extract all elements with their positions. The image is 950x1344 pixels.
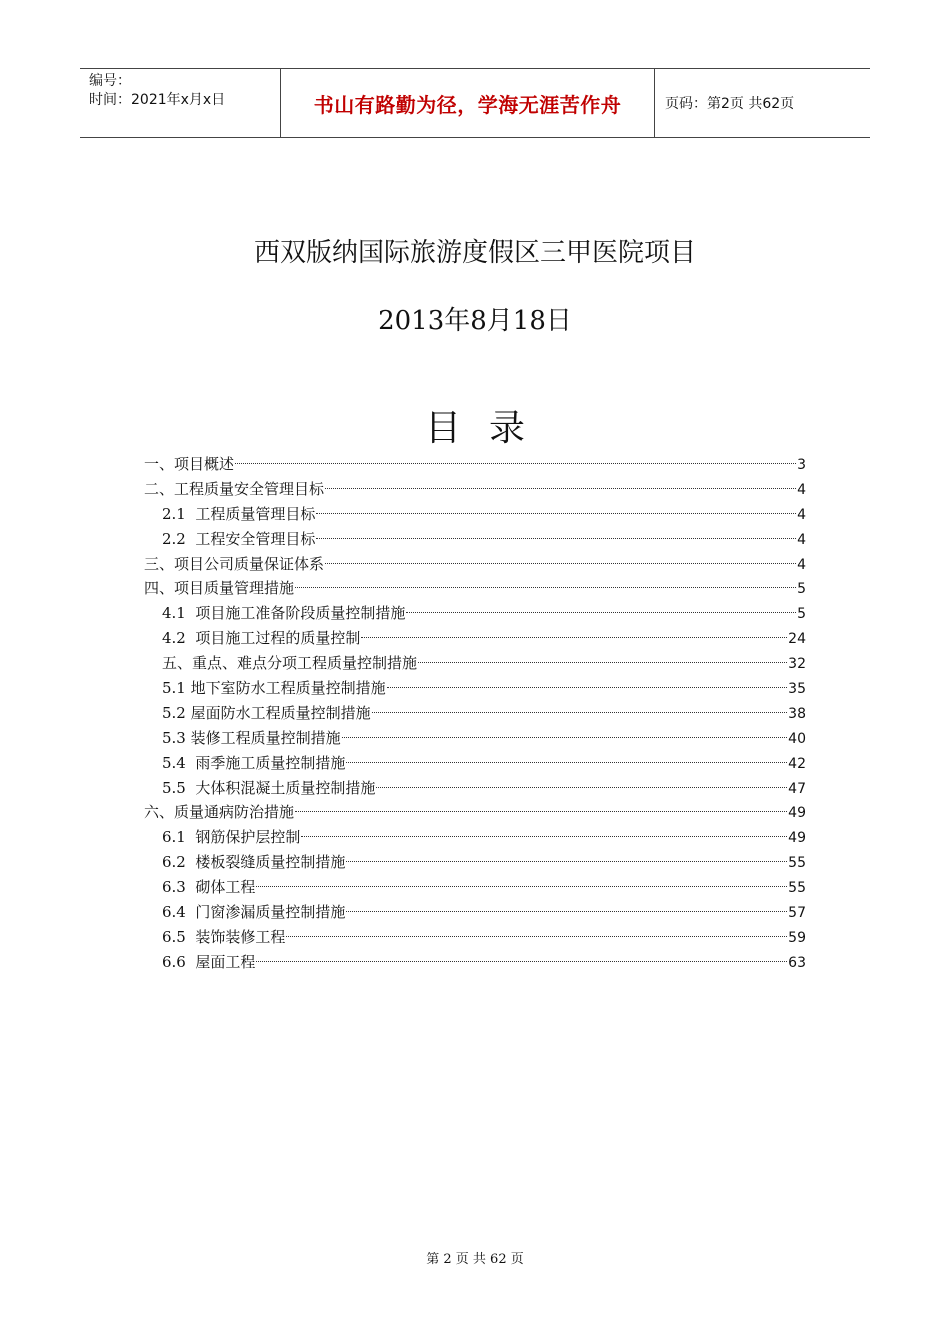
toc-entry-page: 55 bbox=[788, 855, 806, 872]
toc-leader-dots bbox=[325, 488, 796, 489]
toc-entry[interactable] bbox=[144, 676, 806, 701]
toc-entry-label: 六、质量通病防治措施 bbox=[144, 803, 295, 822]
toc-heading: 目录 bbox=[424, 408, 553, 449]
page-footer: 第 2 页 共 62 页 bbox=[426, 1252, 524, 1267]
toc-entry-label: 五、重点、难点分项工程质量控制措施 bbox=[162, 654, 418, 673]
toc-entry-label: 5.3 装修工程质量控制措施 bbox=[162, 728, 341, 747]
toc-entry[interactable] bbox=[144, 576, 806, 601]
toc-entry-page: 3 bbox=[797, 457, 806, 473]
toc-leader-dots bbox=[406, 612, 796, 613]
toc-leader-dots bbox=[325, 563, 796, 564]
toc-entry-label: 6.3 砌体工程 bbox=[162, 878, 256, 897]
toc-leader-dots bbox=[376, 787, 787, 788]
page-header bbox=[80, 68, 870, 138]
toc-leader-dots bbox=[286, 936, 787, 937]
toc-leader-dots bbox=[316, 513, 796, 514]
number-label: 编号： bbox=[89, 73, 131, 89]
toc-entry[interactable] bbox=[144, 601, 806, 626]
toc-leader-dots bbox=[342, 737, 788, 738]
toc-leader-dots bbox=[346, 911, 787, 912]
toc-entry[interactable] bbox=[144, 875, 806, 900]
toc-entry[interactable] bbox=[144, 800, 806, 825]
toc-entry-page: 57 bbox=[788, 905, 806, 922]
toc-entry-label: 三、项目公司质量保证体系 bbox=[144, 554, 325, 573]
toc-entry-page: 47 bbox=[788, 780, 806, 797]
toc-entry-label: 6.5 装饰装修工程 bbox=[162, 927, 286, 946]
document-date: 2013年8月18日 bbox=[378, 306, 572, 336]
toc-leader-dots bbox=[372, 712, 788, 713]
toc-leader-dots bbox=[387, 687, 788, 688]
toc-entry[interactable] bbox=[144, 527, 806, 552]
toc-leader-dots bbox=[235, 463, 796, 464]
toc-leader-dots bbox=[418, 662, 787, 663]
header-meta bbox=[80, 69, 281, 137]
toc-entry-label: 2.2 工程安全管理目标 bbox=[162, 529, 316, 548]
toc-entry-label: 6.2 楼板裂缝质量控制措施 bbox=[162, 853, 346, 872]
toc-entry[interactable] bbox=[144, 626, 806, 651]
toc-entry-page: 55 bbox=[788, 880, 806, 897]
toc-entry-page: 38 bbox=[788, 705, 806, 722]
toc-entry[interactable] bbox=[144, 950, 806, 975]
toc-entry-label: 6.1 钢筋保护层控制 bbox=[162, 828, 301, 847]
toc-entry-label: 5.5 大体积混凝土质量控制措施 bbox=[162, 778, 376, 797]
toc-entry-page: 4 bbox=[797, 506, 806, 523]
header-page-info: 页码：第2页 共62页 bbox=[665, 96, 795, 112]
toc-entry-page: 35 bbox=[788, 681, 806, 698]
table-of-contents bbox=[144, 452, 806, 975]
toc-entry-page: 63 bbox=[788, 954, 806, 971]
toc-leader-dots bbox=[346, 762, 787, 763]
document-title: 西双版纳国际旅游度假区三甲医院项目 bbox=[253, 238, 696, 268]
toc-entry-page: 49 bbox=[788, 805, 806, 822]
toc-leader-dots bbox=[301, 836, 787, 837]
toc-leader-dots bbox=[295, 811, 787, 812]
toc-entry-page: 4 bbox=[797, 531, 806, 548]
toc-entry[interactable] bbox=[144, 651, 806, 676]
toc-leader-dots bbox=[346, 861, 787, 862]
toc-entry-page: 59 bbox=[788, 929, 806, 946]
toc-entry-label: 5.4 雨季施工质量控制措施 bbox=[162, 753, 346, 772]
toc-entry-label: 四、项目质量管理措施 bbox=[144, 579, 295, 598]
toc-entry-label: 5.1 地下室防水工程质量控制措施 bbox=[162, 679, 386, 698]
toc-entry[interactable] bbox=[144, 900, 806, 925]
toc-entry[interactable] bbox=[144, 726, 806, 751]
toc-entry-page: 24 bbox=[788, 631, 806, 648]
toc-entry-page: 32 bbox=[788, 656, 806, 673]
toc-leader-dots bbox=[316, 538, 796, 539]
toc-leader-dots bbox=[361, 637, 787, 638]
toc-entry-label: 6.4 门窗渗漏质量控制措施 bbox=[162, 903, 346, 922]
toc-entry[interactable] bbox=[144, 751, 806, 776]
toc-entry[interactable] bbox=[144, 452, 806, 477]
toc-entry[interactable] bbox=[144, 477, 806, 502]
toc-entry-label: 一、项目概述 bbox=[144, 455, 235, 473]
toc-entry-page: 5 bbox=[797, 606, 806, 623]
toc-entry-page: 4 bbox=[797, 556, 806, 573]
toc-entry[interactable] bbox=[144, 701, 806, 726]
toc-entry-page: 49 bbox=[788, 830, 806, 847]
toc-entry[interactable] bbox=[144, 552, 806, 577]
toc-leader-dots bbox=[295, 587, 796, 588]
toc-entry-page: 42 bbox=[788, 755, 806, 772]
time-label: 时间：2021年x月x日 bbox=[89, 92, 226, 108]
toc-leader-dots bbox=[256, 961, 787, 962]
toc-entry-label: 二、工程质量安全管理目标 bbox=[144, 479, 325, 498]
toc-entry-page: 40 bbox=[788, 730, 806, 747]
toc-entry[interactable] bbox=[144, 776, 806, 801]
toc-entry[interactable] bbox=[144, 825, 806, 850]
toc-entry-label: 6.6 屋面工程 bbox=[162, 952, 256, 971]
toc-entry[interactable] bbox=[144, 502, 806, 527]
toc-entry-label: 4.2 项目施工过程的质量控制 bbox=[162, 629, 361, 648]
toc-leader-dots bbox=[256, 886, 787, 887]
header-motto: 书山有路勤为径，学海无涯苦作舟 bbox=[281, 69, 655, 137]
toc-entry-label: 2.1 工程质量管理目标 bbox=[162, 504, 316, 523]
toc-entry-label: 5.2 屋面防水工程质量控制措施 bbox=[162, 703, 371, 722]
toc-entry[interactable] bbox=[144, 850, 806, 875]
toc-entry-label: 4.1 项目施工准备阶段质量控制措施 bbox=[162, 604, 406, 623]
toc-entry[interactable] bbox=[144, 925, 806, 950]
toc-entry-page: 4 bbox=[797, 481, 806, 498]
toc-entry-page: 5 bbox=[797, 581, 806, 598]
